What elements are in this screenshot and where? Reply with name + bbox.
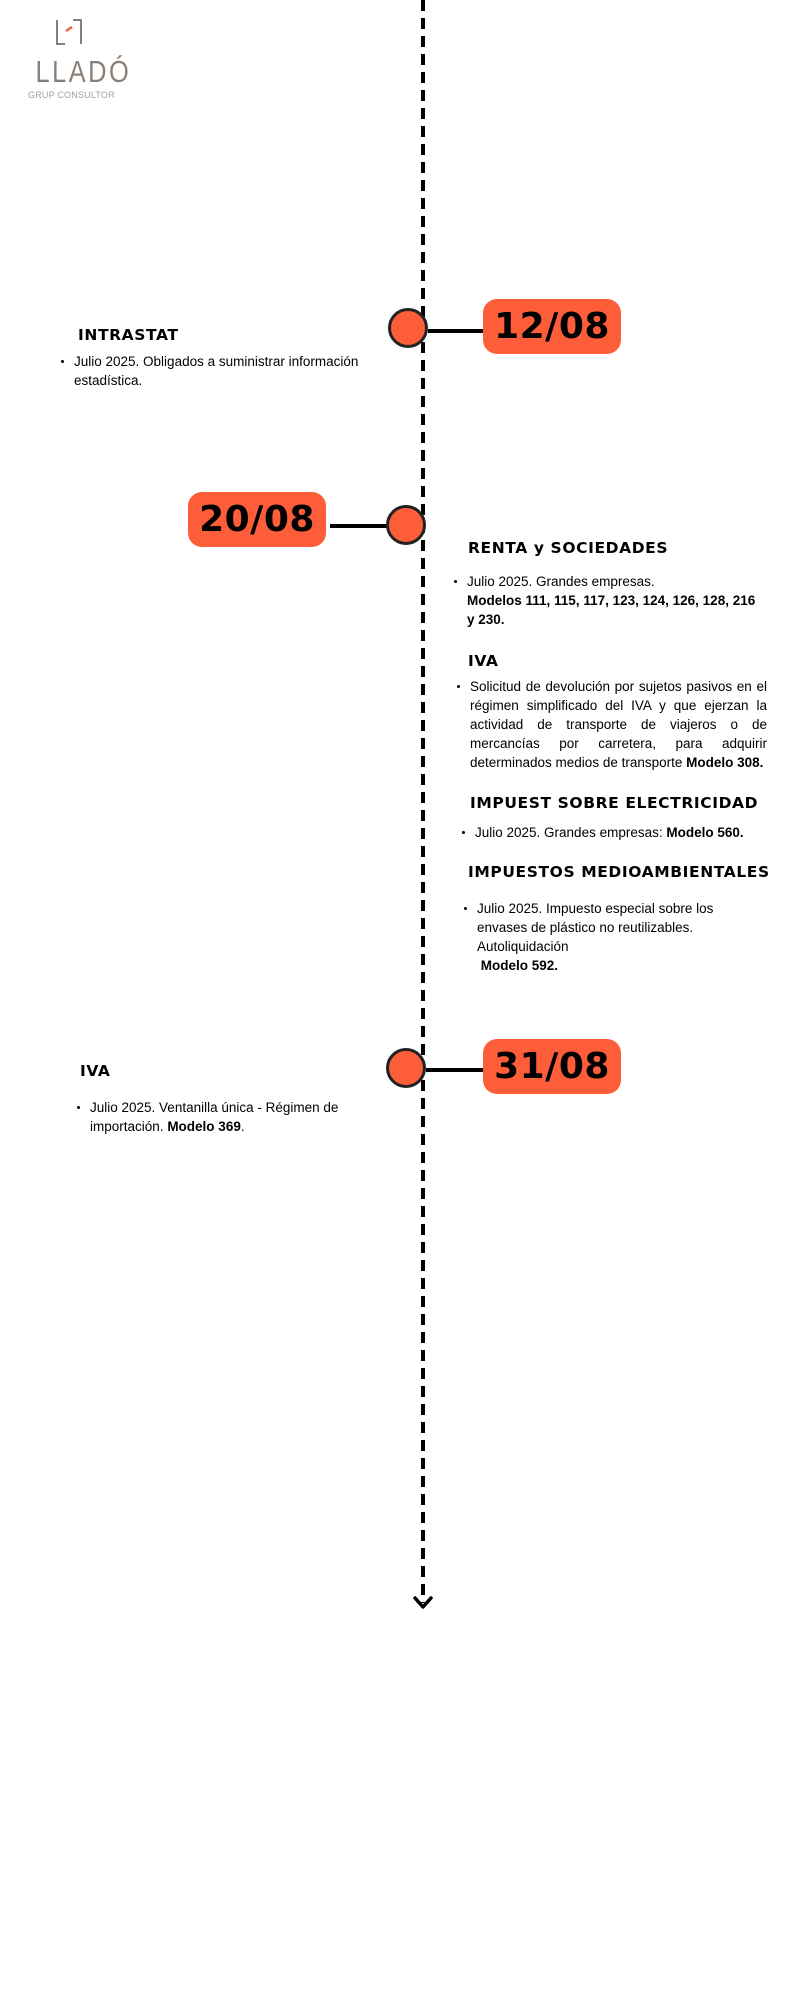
date-badge: 20/08 — [188, 492, 326, 547]
list-item: Julio 2025. Grandes empresas: Modelo 560. — [475, 823, 767, 842]
section-list — [475, 823, 767, 842]
section-list — [467, 572, 757, 629]
model-reference: Modelo 560. — [666, 825, 744, 840]
list-item: Julio 2025. Impuesto especial sobre los envases de plástico no reutilizables. Autoliquidación Modelo 592. — [477, 899, 767, 975]
section-title-intrastat: INTRASTAT — [78, 326, 179, 344]
date-badge: 12/08 — [483, 299, 621, 354]
timeline-dot — [386, 505, 426, 545]
model-reference: Modelos 111, 115, 117, 123, 124, 126, 128, 216 y 230. — [467, 593, 756, 627]
section-list — [477, 899, 767, 975]
list-item: Julio 2025. Obligados a suministrar información estadística. — [74, 352, 374, 390]
timeline-connector — [330, 524, 388, 528]
timeline-connector — [428, 329, 483, 333]
model-reference: Modelo 592. — [480, 958, 559, 973]
section-title-iva: IVA — [468, 652, 499, 670]
section-title-electricidad: IMPUEST SOBRE ELECTRICIDAD — [470, 794, 759, 812]
logo-subtitle: GRUP CONSULTOR — [28, 90, 115, 100]
section-list — [74, 352, 374, 390]
section-title-iva: IVA — [80, 1062, 111, 1080]
logo-name: LLADÓ — [35, 54, 132, 89]
timeline-dot — [386, 1048, 426, 1088]
list-item: Solicitud de devolución por sujetos pasivos en el régimen simplificado del IVA y que ejerzan la actividad de transporte de viajeros o de mercancías por carretera, para adquirir determinados medios de transporte Modelo 308. — [470, 679, 767, 770]
section-list — [470, 677, 767, 772]
list-item: Julio 2025. Grandes empresas. Modelos 111, 115, 117, 123, 124, 126, 128, 216 y 230. — [467, 574, 756, 627]
model-reference: Modelo 308. — [686, 755, 764, 770]
section-list — [90, 1098, 370, 1136]
date-badge: 31/08 — [483, 1039, 621, 1094]
section-title-medioambientales: IMPUESTOS MEDIOAMBIENTALES — [468, 863, 770, 881]
timeline-dot — [388, 308, 428, 348]
list-item: Julio 2025. Ventanilla única - Régimen de importación. Modelo 369. — [90, 1098, 370, 1136]
timeline-connector — [426, 1068, 483, 1072]
section-title-renta: RENTA y SOCIEDADES — [468, 539, 669, 557]
model-reference: Modelo 369 — [167, 1119, 241, 1134]
